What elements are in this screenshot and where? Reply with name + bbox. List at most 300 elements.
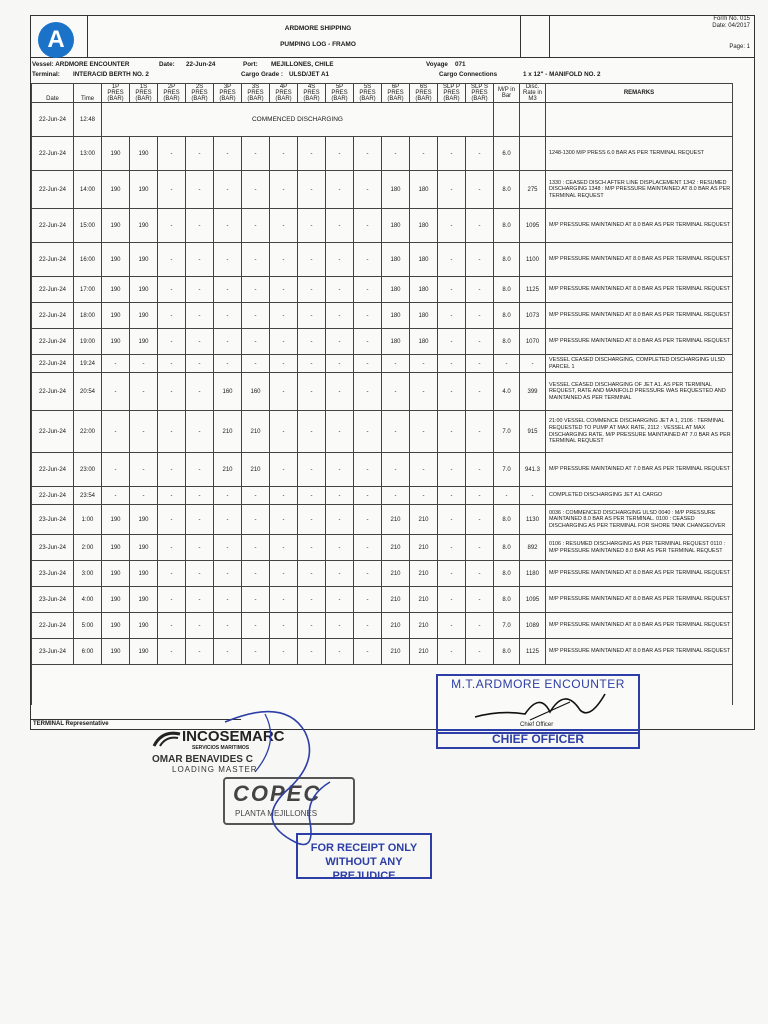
col-tank bbox=[270, 84, 298, 103]
cell-disc-rate bbox=[520, 103, 546, 137]
cell-pressure: - bbox=[242, 639, 270, 665]
cell-pressure: - bbox=[382, 411, 410, 453]
tank-header-unit: (BAR) bbox=[219, 96, 236, 102]
cell-date: 23-Jun-24 bbox=[32, 639, 74, 665]
tank-header-pres: PRES bbox=[107, 90, 124, 96]
cell-pressure: - bbox=[326, 535, 354, 561]
cell-pressure: 180 bbox=[382, 243, 410, 277]
cell-pressure: - bbox=[214, 505, 242, 535]
cell-pressure: 190 bbox=[102, 639, 130, 665]
cell-pressure: - bbox=[242, 329, 270, 355]
cell-pressure: - bbox=[410, 137, 438, 171]
cell-pressure: 190 bbox=[102, 303, 130, 329]
cell-pressure: - bbox=[298, 277, 326, 303]
cell-date: 22-Jun-24 bbox=[32, 103, 74, 137]
cell-disc-rate: - bbox=[520, 487, 546, 505]
cell-remarks: 0036 : COMMENCED DISCHARGING ULSD 0040 : M/P PRESSURE MAINTAINED 8.0 BAR AS PER TERMINAL. 0100 : CEASED DISCHARGING AS PER TERMINAL FOR SHORE TANK CHANGEOVER bbox=[546, 505, 733, 535]
cell-disc-rate: 1130 bbox=[520, 505, 546, 535]
cell-date: 23-Jun-24 bbox=[32, 505, 74, 535]
cell-date: 22-Jun-24 bbox=[32, 137, 74, 171]
col-tank bbox=[130, 84, 158, 103]
cell-pressure: - bbox=[326, 587, 354, 613]
cell-mp: 8.0 bbox=[494, 171, 520, 209]
cell-pressure: - bbox=[298, 535, 326, 561]
table-row bbox=[32, 587, 733, 613]
cell-pressure: - bbox=[326, 561, 354, 587]
cell-time: 2:00 bbox=[74, 535, 102, 561]
cell-pressure: - bbox=[354, 561, 382, 587]
cell-pressure: - bbox=[158, 243, 186, 277]
cell-pressure: - bbox=[158, 411, 186, 453]
cell-pressure: 210 bbox=[382, 505, 410, 535]
cell-time: 14:00 bbox=[74, 171, 102, 209]
cell-date: 23-Jun-24 bbox=[32, 535, 74, 561]
cell-date: 22-Jun-24 bbox=[32, 355, 74, 373]
tank-header-pres: PRES bbox=[219, 90, 236, 96]
cargo-connections-label: Cargo Connections bbox=[439, 71, 498, 78]
cell-pressure: - bbox=[214, 329, 242, 355]
cell-pressure: - bbox=[438, 329, 466, 355]
cell-pressure: - bbox=[354, 373, 382, 411]
cell-pressure: - bbox=[186, 137, 214, 171]
voyage-value: 071 bbox=[455, 61, 466, 68]
cell-mp: 4.0 bbox=[494, 373, 520, 411]
cell-pressure: - bbox=[270, 171, 298, 209]
header-title-block bbox=[88, 16, 548, 58]
cell-pressure: - bbox=[270, 329, 298, 355]
terminal-label: Terminal: bbox=[32, 71, 60, 78]
cell-pressure: - bbox=[214, 277, 242, 303]
cell-mp: 6.0 bbox=[494, 137, 520, 171]
table-row bbox=[32, 639, 733, 665]
cell-pressure: 190 bbox=[130, 303, 158, 329]
cell-time: 17:00 bbox=[74, 277, 102, 303]
cell-pressure: - bbox=[158, 137, 186, 171]
cargo-grade-label: Cargo Grade : bbox=[241, 71, 283, 78]
cell-time: 16:00 bbox=[74, 243, 102, 277]
cell-pressure: - bbox=[466, 355, 494, 373]
cell-pressure: - bbox=[214, 639, 242, 665]
cell-pressure: - bbox=[354, 587, 382, 613]
tank-header-name: 1S bbox=[139, 84, 148, 90]
cell-pressure: 190 bbox=[102, 505, 130, 535]
cell-pressure: - bbox=[242, 303, 270, 329]
cell-pressure: 190 bbox=[102, 277, 130, 303]
cell-mp: 8.0 bbox=[494, 561, 520, 587]
cell-pressure: - bbox=[298, 355, 326, 373]
cell-pressure: - bbox=[270, 243, 298, 277]
cell-pressure: - bbox=[354, 639, 382, 665]
cell-pressure: - bbox=[242, 209, 270, 243]
cell-pressure: - bbox=[242, 535, 270, 561]
cell-pressure: - bbox=[466, 535, 494, 561]
cell-pressure: 190 bbox=[130, 243, 158, 277]
cell-pressure: - bbox=[102, 453, 130, 487]
cell-pressure: - bbox=[242, 505, 270, 535]
cell-pressure: - bbox=[242, 355, 270, 373]
cell-remarks: M/P PRESSURE MAINTAINED AT 8.0 BAR AS PER TERMINAL REQUEST bbox=[546, 243, 733, 277]
cell-pressure: - bbox=[354, 209, 382, 243]
cell-pressure: 190 bbox=[102, 329, 130, 355]
date-label: Date: bbox=[159, 61, 175, 68]
cell-pressure: - bbox=[186, 613, 214, 639]
cell-date: 22-Jun-24 bbox=[32, 277, 74, 303]
cell-time: 4:00 bbox=[74, 587, 102, 613]
cell-pressure: - bbox=[326, 329, 354, 355]
cell-remarks: 21:00 VESSEL COMMENCE DISCHARGING JET A 1, 2106 : TERMINAL REQUESTED TO PUMP AT MAX RATE, 2112 : VESSEL AT MAX DISCHARGING RATE. M/P PRESSURE MAINTAINED AT 7.0 BAR AS PER TERMINAL REQUEST bbox=[546, 411, 733, 453]
page-number: Page: 1 bbox=[729, 44, 750, 50]
cell-pressure: - bbox=[214, 243, 242, 277]
cell-pressure: - bbox=[438, 505, 466, 535]
cell-pressure: - bbox=[298, 639, 326, 665]
cell-pressure: - bbox=[466, 277, 494, 303]
cell-disc-rate: 915 bbox=[520, 411, 546, 453]
tank-header-unit: (BAR) bbox=[247, 96, 264, 102]
table-row bbox=[32, 243, 733, 277]
cell-pressure: - bbox=[298, 171, 326, 209]
table-row bbox=[32, 505, 733, 535]
tank-header-pres: PRES bbox=[247, 90, 264, 96]
cell-pressure: - bbox=[354, 411, 382, 453]
cell-mp: 7.0 bbox=[494, 411, 520, 453]
cell-pressure: - bbox=[130, 355, 158, 373]
table-row bbox=[32, 303, 733, 329]
tank-header-name: SLP S bbox=[471, 84, 488, 90]
cell-pressure: - bbox=[102, 411, 130, 453]
cell-pressure: 180 bbox=[382, 303, 410, 329]
tank-header-unit: (BAR) bbox=[415, 96, 432, 102]
cell-disc-rate: 399 bbox=[520, 373, 546, 411]
cell-pressure: - bbox=[158, 355, 186, 373]
tank-header-pres: PRES bbox=[303, 90, 320, 96]
receipt-line-2: WITHOUT ANY PREJUDICE bbox=[325, 856, 403, 882]
cell-pressure: - bbox=[354, 171, 382, 209]
cell-remarks: M/P PRESSURE MAINTAINED AT 7.0 BAR AS PER TERMINAL REQUEST bbox=[546, 453, 733, 487]
cell-pressure: - bbox=[270, 561, 298, 587]
cell-time: 13:00 bbox=[74, 137, 102, 171]
cell-pressure: 180 bbox=[410, 209, 438, 243]
log-title: PUMPING LOG - FRAMO bbox=[280, 41, 356, 48]
cell-pressure: 190 bbox=[130, 505, 158, 535]
cell-pressure: - bbox=[270, 639, 298, 665]
loading-master-title: LOADING MASTER bbox=[172, 765, 258, 774]
cell-pressure: - bbox=[186, 209, 214, 243]
cell-pressure: - bbox=[326, 453, 354, 487]
col-tank bbox=[158, 84, 186, 103]
cell-mp: 8.0 bbox=[494, 303, 520, 329]
cell-pressure: - bbox=[438, 355, 466, 373]
cell-pressure: - bbox=[214, 171, 242, 209]
cell-time: 23:54 bbox=[74, 487, 102, 505]
cell-pressure: 190 bbox=[130, 171, 158, 209]
cell-pressure: - bbox=[410, 487, 438, 505]
pumping-log-table bbox=[31, 83, 733, 705]
cell-pressure: - bbox=[270, 505, 298, 535]
cell-pressure: - bbox=[466, 373, 494, 411]
cell-pressure: - bbox=[466, 453, 494, 487]
cell-pressure: - bbox=[354, 243, 382, 277]
cell-pressure: - bbox=[466, 613, 494, 639]
tank-header-name: 6P bbox=[391, 84, 400, 90]
cell-time: 15:00 bbox=[74, 209, 102, 243]
cell-date: 22-Jun-24 bbox=[32, 171, 74, 209]
col-remarks: REMARKS bbox=[546, 84, 733, 103]
cell-disc-rate bbox=[520, 137, 546, 171]
cell-date: 22-Jun-24 bbox=[32, 373, 74, 411]
cell-pressure: 210 bbox=[410, 639, 438, 665]
cell-pressure: 190 bbox=[102, 535, 130, 561]
cargo-connections-value: 1 x 12" - MANIFOLD NO. 2 bbox=[523, 71, 601, 78]
cell-pressure: 160 bbox=[214, 373, 242, 411]
table-header-row bbox=[32, 84, 733, 103]
cell-pressure: - bbox=[298, 303, 326, 329]
cell-pressure: - bbox=[158, 587, 186, 613]
cell-event: COMMENCED DISCHARGING bbox=[102, 103, 494, 137]
tank-header-unit: (BAR) bbox=[135, 96, 152, 102]
voyage-label: Voyage bbox=[426, 61, 448, 68]
cell-pressure: - bbox=[102, 487, 130, 505]
cell-pressure: - bbox=[186, 171, 214, 209]
cell-pressure: - bbox=[298, 329, 326, 355]
cell-pressure: - bbox=[186, 277, 214, 303]
cell-pressure: 190 bbox=[130, 587, 158, 613]
cell-time: 1:00 bbox=[74, 505, 102, 535]
cell-pressure: - bbox=[298, 561, 326, 587]
cell-pressure: - bbox=[102, 373, 130, 411]
cell-pressure: - bbox=[466, 587, 494, 613]
cell-pressure: 210 bbox=[410, 587, 438, 613]
cell-mp: 8.0 bbox=[494, 639, 520, 665]
cell-pressure: 180 bbox=[382, 277, 410, 303]
cell-pressure: - bbox=[270, 373, 298, 411]
cell-remarks: 1248-1300 M/P PRESS 6.0 BAR AS PER TERMINAL REQUEST bbox=[546, 137, 733, 171]
cell-pressure: 210 bbox=[214, 453, 242, 487]
cell-pressure: - bbox=[298, 243, 326, 277]
receipt-line-1: FOR RECEIPT ONLY bbox=[310, 842, 418, 854]
cell-pressure: 210 bbox=[242, 411, 270, 453]
copec-name: COPEC bbox=[233, 781, 322, 806]
col-tank bbox=[354, 84, 382, 103]
cell-pressure: - bbox=[326, 373, 354, 411]
cell-pressure: - bbox=[466, 561, 494, 587]
cell-pressure: - bbox=[438, 303, 466, 329]
cell-pressure: 190 bbox=[102, 137, 130, 171]
cell-pressure: - bbox=[214, 587, 242, 613]
col-mp: M/P in Bar bbox=[494, 84, 520, 103]
cell-pressure: - bbox=[298, 373, 326, 411]
tank-header-pres: PRES bbox=[471, 90, 488, 96]
cell-pressure: - bbox=[466, 243, 494, 277]
cell-pressure: - bbox=[354, 137, 382, 171]
cell-pressure: 190 bbox=[130, 209, 158, 243]
cell-pressure: - bbox=[158, 453, 186, 487]
cell-disc-rate: 275 bbox=[520, 171, 546, 209]
cell-pressure: - bbox=[298, 505, 326, 535]
cell-pressure: 180 bbox=[410, 303, 438, 329]
copec-plant: PLANTA MEJILLONES bbox=[235, 809, 318, 818]
cell-remarks: VESSEL CEASED DISCHARGING, COMPLETED DISCHARGING ULSD PARCEL 1 bbox=[546, 355, 733, 373]
cell-pressure: - bbox=[214, 613, 242, 639]
tank-header-name: SLP P bbox=[443, 84, 460, 90]
cell-pressure: 180 bbox=[410, 329, 438, 355]
cell-pressure: - bbox=[270, 355, 298, 373]
col-tank bbox=[466, 84, 494, 103]
cell-mp: 8.0 bbox=[494, 277, 520, 303]
cell-pressure: - bbox=[242, 587, 270, 613]
cell-pressure: - bbox=[270, 587, 298, 613]
cell-pressure: - bbox=[130, 373, 158, 411]
cell-pressure: - bbox=[438, 137, 466, 171]
tank-header-name: 3P bbox=[223, 84, 232, 90]
table-body bbox=[32, 103, 733, 705]
tank-header-name: 6S bbox=[419, 84, 428, 90]
cell-pressure: - bbox=[214, 487, 242, 505]
tank-header-unit: (BAR) bbox=[359, 96, 376, 102]
cell-pressure: - bbox=[242, 561, 270, 587]
incosemar-name: INCOSEMARC bbox=[182, 728, 285, 745]
loading-master-name: OMAR BENAVIDES C bbox=[152, 754, 253, 765]
cell-pressure: - bbox=[214, 303, 242, 329]
cell-pressure: - bbox=[298, 137, 326, 171]
cell-disc-rate: 1125 bbox=[520, 639, 546, 665]
cell-pressure: - bbox=[186, 373, 214, 411]
cell-pressure: - bbox=[242, 171, 270, 209]
cell-pressure: - bbox=[438, 277, 466, 303]
vessel-name: Vessel: ARDMORE ENCOUNTER bbox=[32, 61, 130, 68]
cell-time: 19:00 bbox=[74, 329, 102, 355]
cell-pressure: 210 bbox=[382, 535, 410, 561]
cell-pressure: 180 bbox=[410, 171, 438, 209]
cell-pressure: - bbox=[326, 355, 354, 373]
cell-pressure: - bbox=[326, 487, 354, 505]
cell-pressure: - bbox=[382, 373, 410, 411]
col-tank bbox=[438, 84, 466, 103]
cell-remarks: COMPLETED DISCHARGING JET A1 CARGO bbox=[546, 487, 733, 505]
cell-pressure: 190 bbox=[102, 243, 130, 277]
cell-mp: 8.0 bbox=[494, 505, 520, 535]
cell-pressure: - bbox=[158, 613, 186, 639]
cell-pressure: - bbox=[270, 453, 298, 487]
cargo-grade-value: ULSD/JET A1 bbox=[289, 71, 330, 78]
vessel-stamp-text: M.T.ARDMORE ENCOUNTER bbox=[451, 677, 625, 691]
cell-pressure: 160 bbox=[242, 373, 270, 411]
tank-header-pres: PRES bbox=[191, 90, 208, 96]
cell-pressure: - bbox=[354, 613, 382, 639]
cell-pressure: 210 bbox=[214, 411, 242, 453]
cell-pressure: - bbox=[186, 487, 214, 505]
cell-pressure: - bbox=[354, 453, 382, 487]
cell-pressure: - bbox=[466, 505, 494, 535]
date-value: 22-Jun-24 bbox=[186, 61, 216, 68]
cell-pressure: - bbox=[102, 355, 130, 373]
cell-pressure: 210 bbox=[242, 453, 270, 487]
cell-pressure: - bbox=[410, 355, 438, 373]
cell-pressure: - bbox=[186, 303, 214, 329]
cell-disc-rate: 1100 bbox=[520, 243, 546, 277]
cell-pressure: - bbox=[186, 505, 214, 535]
tank-header-unit: (BAR) bbox=[387, 96, 404, 102]
cell-pressure: - bbox=[466, 171, 494, 209]
tank-header-unit: (BAR) bbox=[331, 96, 348, 102]
tank-header-pres: PRES bbox=[331, 90, 348, 96]
cell-pressure: - bbox=[158, 373, 186, 411]
cell-remarks: M/P PRESSURE MAINTAINED AT 8.0 BAR AS PER TERMINAL REQUEST bbox=[546, 613, 733, 639]
cell-remarks: M/P PRESSURE MAINTAINED AT 8.0 BAR AS PER TERMINAL REQUEST bbox=[546, 561, 733, 587]
cell-remarks: M/P PRESSURE MAINTAINED AT 8.0 BAR AS PER TERMINAL REQUEST bbox=[546, 303, 733, 329]
cell-remarks: M/P PRESSURE MAINTAINED AT 8.0 BAR AS PER TERMINAL REQUEST bbox=[546, 587, 733, 613]
table-row bbox=[32, 329, 733, 355]
col-tank bbox=[326, 84, 354, 103]
cell-pressure: 190 bbox=[102, 209, 130, 243]
pumping-log-sheet bbox=[30, 15, 755, 730]
cell-pressure: - bbox=[298, 487, 326, 505]
tank-header-pres: PRES bbox=[387, 90, 404, 96]
cell-pressure: - bbox=[214, 535, 242, 561]
cell-pressure: - bbox=[242, 613, 270, 639]
tank-header-unit: (BAR) bbox=[471, 96, 488, 102]
company-name: ARDMORE SHIPPING bbox=[284, 25, 352, 32]
cell-pressure: - bbox=[438, 535, 466, 561]
cell-pressure: 180 bbox=[382, 329, 410, 355]
table-row bbox=[32, 487, 733, 505]
receipt-stamp bbox=[296, 833, 432, 882]
terminal-signature-line bbox=[31, 719, 241, 720]
cell-pressure: - bbox=[466, 411, 494, 453]
cell-pressure: - bbox=[382, 355, 410, 373]
cell-pressure: 190 bbox=[102, 587, 130, 613]
col-time: Time bbox=[74, 84, 102, 103]
cell-pressure: - bbox=[158, 329, 186, 355]
tank-header-pres: PRES bbox=[443, 90, 460, 96]
cell-pressure: - bbox=[158, 171, 186, 209]
cell-pressure: - bbox=[326, 137, 354, 171]
tank-header-name: 4P bbox=[279, 84, 288, 90]
cell-pressure: - bbox=[354, 505, 382, 535]
col-tank bbox=[410, 84, 438, 103]
cell-pressure: - bbox=[186, 355, 214, 373]
tank-header-pres: PRES bbox=[163, 90, 180, 96]
incosemar-subtitle: SERVICIOS MARITIMOS bbox=[192, 745, 250, 751]
table-row bbox=[32, 355, 733, 373]
cell-date: 22-Jun-24 bbox=[32, 243, 74, 277]
tank-header-name: 2P bbox=[167, 84, 176, 90]
table-row bbox=[32, 373, 733, 411]
cell-pressure: - bbox=[186, 329, 214, 355]
cell-pressure: - bbox=[270, 277, 298, 303]
cell-pressure: - bbox=[298, 613, 326, 639]
cell-date: 22-Jun-24 bbox=[32, 411, 74, 453]
col-date: Date bbox=[32, 84, 74, 103]
table-row bbox=[32, 137, 733, 171]
table-row bbox=[32, 535, 733, 561]
cell-pressure: 190 bbox=[130, 613, 158, 639]
cell-pressure: - bbox=[270, 411, 298, 453]
cell-pressure: - bbox=[438, 639, 466, 665]
cell-pressure: 210 bbox=[410, 561, 438, 587]
table-row bbox=[32, 561, 733, 587]
cell-pressure: 210 bbox=[410, 535, 438, 561]
cell-time: 12:48 bbox=[74, 103, 102, 137]
cell-pressure: - bbox=[270, 303, 298, 329]
cell-time: 6:00 bbox=[74, 639, 102, 665]
tank-header-unit: (BAR) bbox=[443, 96, 460, 102]
tank-header-unit: (BAR) bbox=[191, 96, 208, 102]
cell-pressure: - bbox=[466, 329, 494, 355]
cell-pressure: 190 bbox=[130, 329, 158, 355]
cell-pressure: - bbox=[242, 243, 270, 277]
cell-disc-rate: 1089 bbox=[520, 613, 546, 639]
cell-pressure: - bbox=[158, 639, 186, 665]
